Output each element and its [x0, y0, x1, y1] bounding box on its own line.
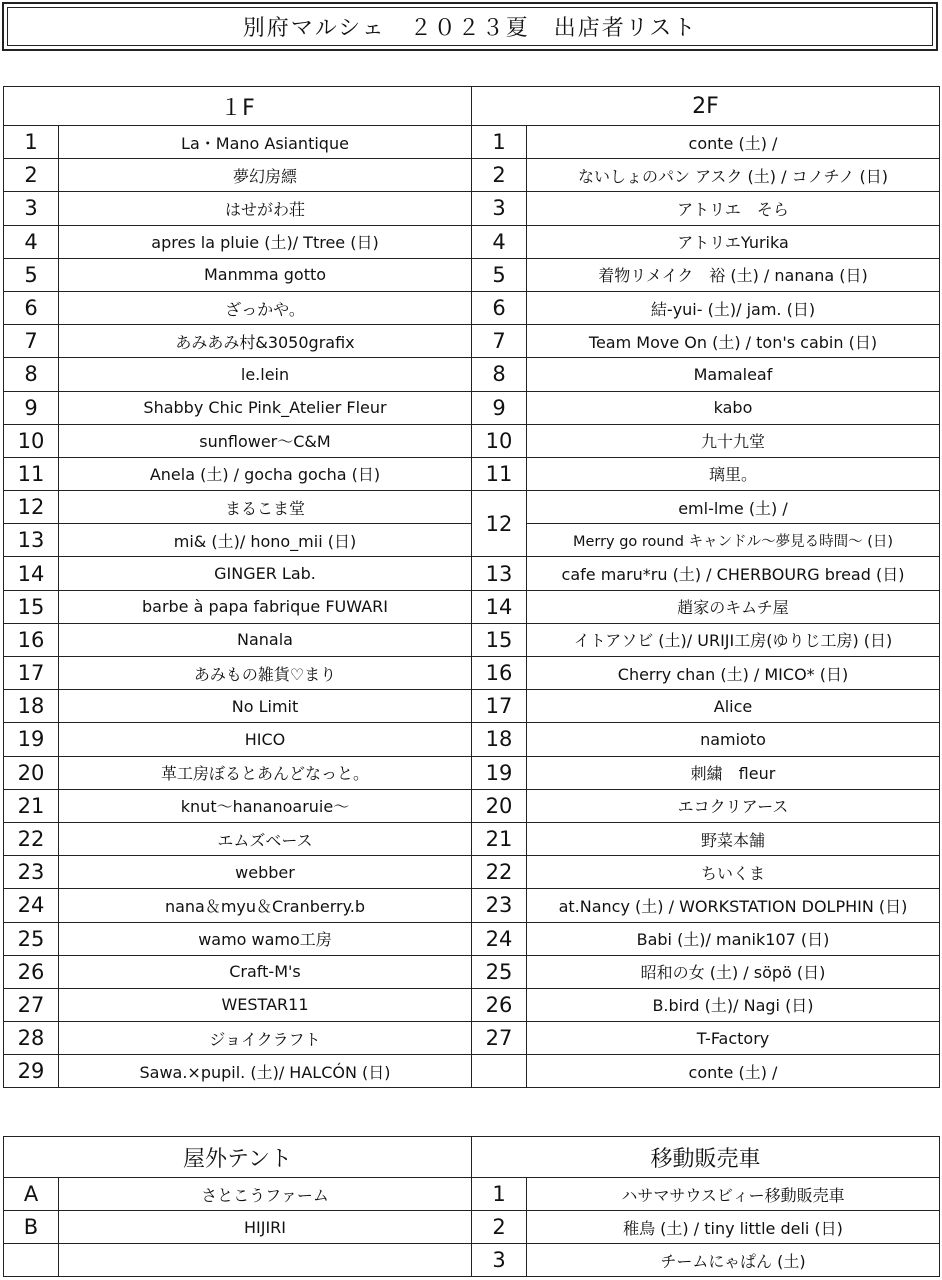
floor1-vendor-name: 夢幻房縹 — [59, 159, 472, 192]
floor2-booth-number: 22 — [472, 856, 527, 889]
floor1-vendor-name: nana＆myu＆Cranberry.b — [59, 889, 472, 922]
food-truck-header: 移動販売車 — [472, 1137, 940, 1178]
floor1-vendor-name: No Limit — [59, 690, 472, 723]
floor1-booth-number: 1 — [4, 126, 59, 159]
table-row — [4, 225, 940, 258]
title-frame — [2, 2, 938, 51]
outdoor-tent-header: 屋外テント — [4, 1137, 472, 1178]
table-row — [4, 789, 940, 822]
table-row — [4, 922, 940, 955]
floor1-vendor-name: apres la pluie (土)/ Ttree (日) — [59, 225, 472, 258]
floor2-vendor-name: イトアソビ (土)/ URIJI工房(ゆりじ工房) (日) — [527, 623, 940, 656]
floor2-booth-number: 4 — [472, 225, 527, 258]
floor1-vendor-name: wamo wamo工房 — [59, 922, 472, 955]
floor2-vendor-name: 昭和の女 (土) / söpö (日) — [527, 955, 940, 988]
floor1-booth-number: 14 — [4, 557, 59, 590]
floor1-booth-number: 11 — [4, 457, 59, 490]
floor2-vendor-name: Team Move On (土) / ton's cabin (日) — [527, 325, 940, 358]
floor2-vendor-name: conte (土) / — [527, 1055, 940, 1088]
floor1-booth-number: 25 — [4, 922, 59, 955]
floor2-booth-number: 10 — [472, 424, 527, 457]
floor2-booth-number: 27 — [472, 1022, 527, 1055]
table-row — [4, 955, 940, 988]
table-row — [4, 756, 940, 789]
floor2-booth-number: 9 — [472, 391, 527, 424]
floor2-vendor-name: conte (土) / — [527, 126, 940, 159]
floor2-booth-number: 25 — [472, 955, 527, 988]
floor2-vendor-name: アトリエYurika — [527, 225, 940, 258]
floor2-booth-number: 13 — [472, 557, 527, 590]
floor2-booth-number: 14 — [472, 590, 527, 623]
floor1-vendor-name: あみもの雑貨♡まり — [59, 657, 472, 690]
table-row — [4, 723, 940, 756]
floor2-vendor-name: Cherry chan (土) / MICO* (日) — [527, 657, 940, 690]
table-row — [4, 391, 940, 424]
tent-booth-id: B — [4, 1211, 59, 1244]
floor2-booth-number: 8 — [472, 358, 527, 391]
table-row — [4, 889, 940, 922]
floor2-booth-number: 19 — [472, 756, 527, 789]
floor1-booth-number: 16 — [4, 623, 59, 656]
floor1-booth-number: 4 — [4, 225, 59, 258]
floor1-booth-number: 26 — [4, 955, 59, 988]
outdoor-header-row — [4, 1137, 940, 1178]
floor1-booth-number: 27 — [4, 988, 59, 1021]
table-row — [4, 690, 940, 723]
floor1-booth-number: 5 — [4, 258, 59, 291]
floor1-vendor-name: le.lein — [59, 358, 472, 391]
floor2-vendor-name: 趙家のキムチ屋 — [527, 590, 940, 623]
tent-booth-id: A — [4, 1178, 59, 1211]
table-row — [4, 159, 940, 192]
floor1-vendor-name: Sawa.×pupil. (土)/ HALCÓN (日) — [59, 1055, 472, 1088]
floor1-vendor-name: mi& (土)/ hono_mii (日) — [59, 524, 472, 557]
floor1-vendor-name: ジョイクラフト — [59, 1022, 472, 1055]
table-row — [4, 1055, 940, 1088]
floor-header-row — [4, 87, 940, 126]
floor1-header: １F — [4, 87, 472, 126]
floor2-vendor-name: eml-lme (土) / — [527, 491, 940, 524]
floor1-vendor-name: La・Mano Asiantique — [59, 126, 472, 159]
table-row — [4, 1178, 940, 1211]
floor1-booth-number: 13 — [4, 524, 59, 557]
floor1-vendor-name: Anela (土) / gocha gocha (日) — [59, 457, 472, 490]
floor2-vendor-name: 璃里。 — [527, 457, 940, 490]
floor2-booth-number: 11 — [472, 457, 527, 490]
floor2-booth-number: 2 — [472, 159, 527, 192]
floor1-booth-number: 28 — [4, 1022, 59, 1055]
floor2-booth-number — [472, 1055, 527, 1088]
floor2-booth-number: 15 — [472, 623, 527, 656]
floor2-booth-number: 5 — [472, 258, 527, 291]
table-row — [4, 291, 940, 324]
floor1-booth-number: 18 — [4, 690, 59, 723]
floor2-booth-number: 26 — [472, 988, 527, 1021]
floor2-booth-number: 7 — [472, 325, 527, 358]
table-row — [4, 258, 940, 291]
floor2-booth-number: 20 — [472, 789, 527, 822]
floor1-booth-number: 24 — [4, 889, 59, 922]
floor2-vendor-name: 野菜本舗 — [527, 822, 940, 855]
floor2-booth-number: 6 — [472, 291, 527, 324]
truck-number: 1 — [472, 1178, 527, 1211]
floor1-booth-number: 21 — [4, 789, 59, 822]
floor2-vendor-name: アトリエ そら — [527, 192, 940, 225]
floor1-booth-number: 17 — [4, 657, 59, 690]
floor2-vendor-name: kabo — [527, 391, 940, 424]
floor1-vendor-name: Manmma gotto — [59, 258, 472, 291]
table-row — [4, 557, 940, 590]
table-row — [4, 491, 940, 524]
table-row — [4, 856, 940, 889]
floor1-booth-number: 10 — [4, 424, 59, 457]
floor2-vendor-name: 着物リメイク 裕 (土) / nanana (日) — [527, 258, 940, 291]
floor2-vendor-name-line2: Merry go round キャンドル～夢見る時間～ (日) — [527, 524, 940, 557]
table-row — [4, 325, 940, 358]
truck-vendor-name: ハサマサウスビィー移動販売車 — [527, 1178, 940, 1211]
table-row — [4, 623, 940, 656]
table-row — [4, 192, 940, 225]
floor2-booth-number: 16 — [472, 657, 527, 690]
outdoor-vendor-table — [3, 1136, 940, 1277]
floor2-booth-number: 23 — [472, 889, 527, 922]
floor2-vendor-name: 刺繍 fleur — [527, 756, 940, 789]
floor1-booth-number: 12 — [4, 491, 59, 524]
floor1-vendor-name: エムズベース — [59, 822, 472, 855]
floor2-booth-number: 17 — [472, 690, 527, 723]
floor1-booth-number: 29 — [4, 1055, 59, 1088]
table-row — [4, 457, 940, 490]
floor1-booth-number: 3 — [4, 192, 59, 225]
floor2-booth-number: 18 — [472, 723, 527, 756]
floor2-vendor-name: Alice — [527, 690, 940, 723]
floor1-booth-number: 23 — [4, 856, 59, 889]
table-row — [4, 1244, 940, 1277]
floor1-vendor-name: Craft-M's — [59, 955, 472, 988]
floor1-vendor-name: Nanala — [59, 623, 472, 656]
table-row — [4, 822, 940, 855]
floor1-booth-number: 22 — [4, 822, 59, 855]
floor1-vendor-name: ざっかや。 — [59, 291, 472, 324]
floor1-vendor-name: 革工房ぼるとあんどなっと。 — [59, 756, 472, 789]
floor1-vendor-name: GINGER Lab. — [59, 557, 472, 590]
floor2-vendor-name: T-Factory — [527, 1022, 940, 1055]
floor1-vendor-name: HICO — [59, 723, 472, 756]
floor2-booth-number: 12 — [472, 491, 527, 557]
table-row — [4, 657, 940, 690]
floor2-booth-number: 1 — [472, 126, 527, 159]
floor1-vendor-name: WESTAR11 — [59, 988, 472, 1021]
table-row — [4, 590, 940, 623]
floor2-vendor-name: at.Nancy (土) / WORKSTATION DOLPHIN (日) — [527, 889, 940, 922]
table-row — [4, 126, 940, 159]
floor1-booth-number: 9 — [4, 391, 59, 424]
floor1-vendor-name: はせがわ荘 — [59, 192, 472, 225]
tent-vendor-name: HIJIRI — [59, 1211, 472, 1244]
floor2-vendor-name: Babi (土)/ manik107 (日) — [527, 922, 940, 955]
page-title: 別府マルシェ ２０２３夏 出店者リスト — [7, 7, 933, 46]
floor2-vendor-name: namioto — [527, 723, 940, 756]
floor2-header: 2F — [472, 87, 940, 126]
floor1-booth-number: 20 — [4, 756, 59, 789]
floor1-vendor-name: barbe à papa fabrique FUWARI — [59, 590, 472, 623]
table-row — [4, 1022, 940, 1055]
floor1-booth-number: 15 — [4, 590, 59, 623]
floor2-vendor-name: エコクリアース — [527, 789, 940, 822]
floor2-vendor-name: ちいくま — [527, 856, 940, 889]
floor1-booth-number: 8 — [4, 358, 59, 391]
tent-vendor-name — [59, 1244, 472, 1277]
floor1-booth-number: 7 — [4, 325, 59, 358]
floor1-booth-number: 2 — [4, 159, 59, 192]
table-row — [4, 424, 940, 457]
floor1-vendor-name: Shabby Chic Pink_Atelier Fleur — [59, 391, 472, 424]
floor2-booth-number: 21 — [472, 822, 527, 855]
floor1-vendor-name: あみあみ村&3050grafix — [59, 325, 472, 358]
floor2-vendor-name: B.bird (土)/ Nagi (日) — [527, 988, 940, 1021]
floor1-booth-number: 19 — [4, 723, 59, 756]
table-row — [4, 1211, 940, 1244]
floor2-booth-number: 24 — [472, 922, 527, 955]
tent-booth-id — [4, 1244, 59, 1277]
table-row — [4, 358, 940, 391]
truck-number: 2 — [472, 1211, 527, 1244]
floor2-booth-number: 3 — [472, 192, 527, 225]
truck-vendor-name: 稚鳥 (土) / tiny little deli (日) — [527, 1211, 940, 1244]
floor2-vendor-name: ないしょのパン アスク (土) / コノチノ (日) — [527, 159, 940, 192]
floor2-vendor-name: cafe maru*ru (土) / CHERBOURG bread (日) — [527, 557, 940, 590]
floor2-vendor-name: 九十九堂 — [527, 424, 940, 457]
truck-number: 3 — [472, 1244, 527, 1277]
floor1-vendor-name: knut～hananoaruie～ — [59, 789, 472, 822]
truck-vendor-name: チームにゃぱん (土) — [527, 1244, 940, 1277]
floor-vendor-table — [3, 86, 940, 1088]
tent-vendor-name: さとこうファーム — [59, 1178, 472, 1211]
table-row — [4, 988, 940, 1021]
floor1-vendor-name: sunflower～C&M — [59, 424, 472, 457]
floor2-vendor-name: 結-yui- (土)/ jam. (日) — [527, 291, 940, 324]
floor1-vendor-name: まるこま堂 — [59, 491, 472, 524]
floor1-booth-number: 6 — [4, 291, 59, 324]
floor2-vendor-name: Mamaleaf — [527, 358, 940, 391]
floor1-vendor-name: webber — [59, 856, 472, 889]
